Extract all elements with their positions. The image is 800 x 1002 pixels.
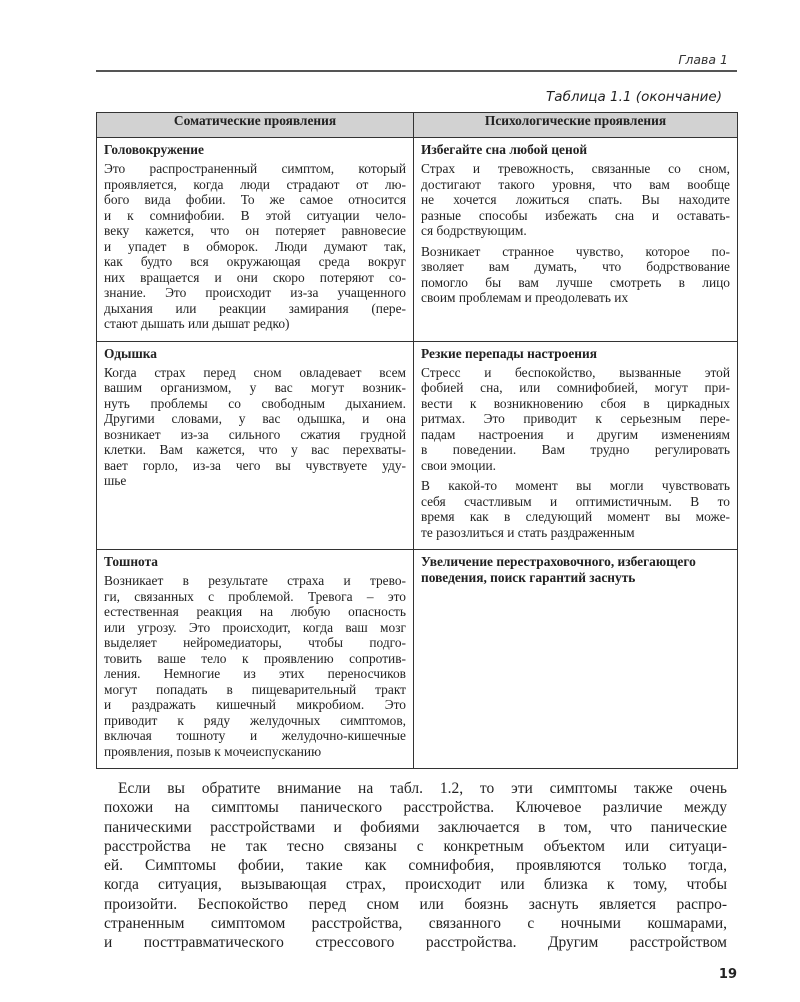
cell-title: Резкие перепады настроения <box>421 345 597 361</box>
table-row <box>97 138 738 342</box>
cell-paragraph <box>104 573 406 759</box>
text-line: веку кажется, что он потеряет равновесие <box>104 223 406 238</box>
text-line: зволяет вам думать, что бодрствование <box>421 259 730 274</box>
page-number: 19 <box>718 966 737 982</box>
text-line: как будто вся окружающая среда вокруг <box>104 254 406 269</box>
text-line: и упадет в обморок. Люди думают так, <box>104 238 406 254</box>
text-line: ритмах. Это приводит к серьезным пере- <box>421 411 730 426</box>
text-line: не хочется ложиться спать. Вы находите <box>421 192 730 207</box>
page-content <box>96 0 737 1002</box>
psychological-cell <box>414 550 738 769</box>
text-line: Стресс и беспокойство, вызванные этой <box>421 364 730 380</box>
text-line: Страх и тревожность, связанные со сном, <box>421 161 730 176</box>
text-line: или угрозу. Это происходит, когда ваш мозг <box>104 619 406 635</box>
cell-paragraph <box>421 478 730 540</box>
somatic-cell <box>97 341 414 550</box>
text-line: приводит к ряду желудочных симптомов, <box>104 712 406 728</box>
text-line: Если вы обратите внимание на табл. 1.2, то эти симптомы также очень <box>118 780 727 797</box>
text-line: них вращается и они скоро потеряют со- <box>104 269 406 285</box>
text-line: Это распространенный симптом, который <box>104 161 406 176</box>
text-line: включая тошноту и желудочно-кишечные <box>104 728 406 743</box>
text-line: Когда страх перед сном овладевает всем <box>104 364 406 380</box>
psychological-cell <box>414 341 738 550</box>
text-line: произойти. Беспокойство перед сном или боязнь заснуть является распро- <box>104 895 727 913</box>
cell-paragraph <box>421 161 730 239</box>
text-line: естественная реакция на любую опасность <box>104 604 406 619</box>
text-line: свои эмоции. <box>421 457 497 473</box>
cell-paragraph <box>104 365 406 489</box>
text-line: паническими расстройствами и фобиями заключается в том, что панические <box>104 818 727 836</box>
table-row <box>97 550 738 769</box>
text-line: проявляется, когда люди страдают от лю- <box>104 176 406 192</box>
text-line: возникает из-за сильного сжатия грудной <box>104 426 406 442</box>
text-line: своим проблемам и преодолевать их <box>421 290 629 305</box>
text-line: клетки. Вам кажется, что у вас перехваты- <box>104 442 406 457</box>
text-line: достигают такого уровня, что вам вообще <box>421 176 730 192</box>
text-line: ги, связанных с проблемой. Тревога – это <box>104 588 406 604</box>
cell-paragraph <box>421 244 730 306</box>
somatic-cell <box>97 550 414 769</box>
text-line: Другими словами, у вас одышка, и она <box>104 411 406 426</box>
cell-title: Избегайте сна любой ценой <box>421 142 588 157</box>
table-row <box>97 341 738 550</box>
text-line: шье <box>104 473 127 488</box>
text-line: стают дышать или дышат редко) <box>104 316 290 331</box>
chapter-header: Глава 1 <box>678 52 728 67</box>
text-line: знание. Это происходит из-за учащенного <box>104 285 406 300</box>
text-line: и раздражать кишечный микробиом. Это <box>104 697 406 712</box>
text-line: вает горло, из-за чего вы чувствуете уду- <box>104 457 406 473</box>
text-line: Возникает странное чувство, которое по- <box>421 243 730 259</box>
cell-title: Увеличение перестраховочного, избегающего поведения, поиск гарантий заснуть <box>421 554 696 585</box>
text-line: страненным симптомом расстройства, связанного с ночными кошмарами, <box>104 915 727 933</box>
text-line: могут попадать в пищеварительный тракт <box>104 681 406 697</box>
text-line: время как в следующий момент вы може- <box>421 509 730 524</box>
text-line: помогло бы вам лучше смотреть в лицо <box>421 274 730 290</box>
cell-title: Головокружение <box>104 142 204 157</box>
symptoms-table <box>96 112 738 769</box>
psychological-cell <box>414 138 738 342</box>
text-line: фобией сна, или сомнифобией, могут при- <box>421 380 730 395</box>
text-line: и к сомнифобии. В этой ситуации чело- <box>104 207 406 223</box>
text-line: В какой-то момент вы могли чувствовать <box>421 478 730 493</box>
text-line: и посттравматического стрессового расстройства. Другим расстройством <box>104 934 727 952</box>
cell-title: Тошнота <box>104 554 159 569</box>
cell-paragraph <box>421 365 730 474</box>
text-line: в поведении. Вам трудно регулировать <box>421 442 730 457</box>
text-line: ей. Симптомы фобии, такие как сомнифобия, проявляются только тогда, <box>104 857 727 875</box>
table-caption: Таблица 1.1 (окончание) <box>546 89 722 105</box>
text-line: когда ситуация, вызывающая страх, происходит или близка к тому, чтобы <box>104 876 727 894</box>
text-line: себя счастливым и оптимистичным. В то <box>421 493 730 509</box>
text-line: вести к возникновению сбоя в циркадных <box>421 395 730 411</box>
text-line: дыхания или реакции замирания (пере- <box>104 300 406 316</box>
body-paragraph <box>96 779 727 953</box>
text-line: ления. Немногие из этих переносчиков <box>104 666 406 681</box>
text-line: вашим организмом, у вас могут возник- <box>104 380 406 395</box>
column-header-somatic: Соматические проявления <box>97 113 414 138</box>
text-line: проявления, позыв к мочеиспусканию <box>104 743 322 759</box>
text-line: те разозлиться и стать раздраженным <box>421 524 635 540</box>
text-line: падам настроения и другим изменениям <box>421 426 730 442</box>
text-line: нуть проблемы со свободным дыханием. <box>104 395 406 411</box>
column-header-psychological: Психологические проявления <box>414 113 738 138</box>
table-header-row <box>97 113 738 138</box>
text-line: выделяет нейромедиаторы, чтобы подго- <box>104 635 406 650</box>
text-line: товить ваше тело к проявлению сопротив- <box>104 650 406 666</box>
text-line: похожи на симптомы панического расстройства. Ключевое различие между <box>104 799 727 817</box>
text-line: Возникает в результате страха и трево- <box>104 573 406 588</box>
text-line: ся бодрствующим. <box>421 223 527 238</box>
text-line: бого вида фобии. То же самое относится <box>104 192 406 207</box>
cell-paragraph <box>104 161 406 332</box>
text-line: разные способы избежать сна и оставать- <box>421 207 730 223</box>
text-line: расстройства не так тесно связаны с конкретным объектом или ситуаци- <box>104 837 727 855</box>
cell-title: Одышка <box>104 345 157 361</box>
somatic-cell <box>97 138 414 342</box>
